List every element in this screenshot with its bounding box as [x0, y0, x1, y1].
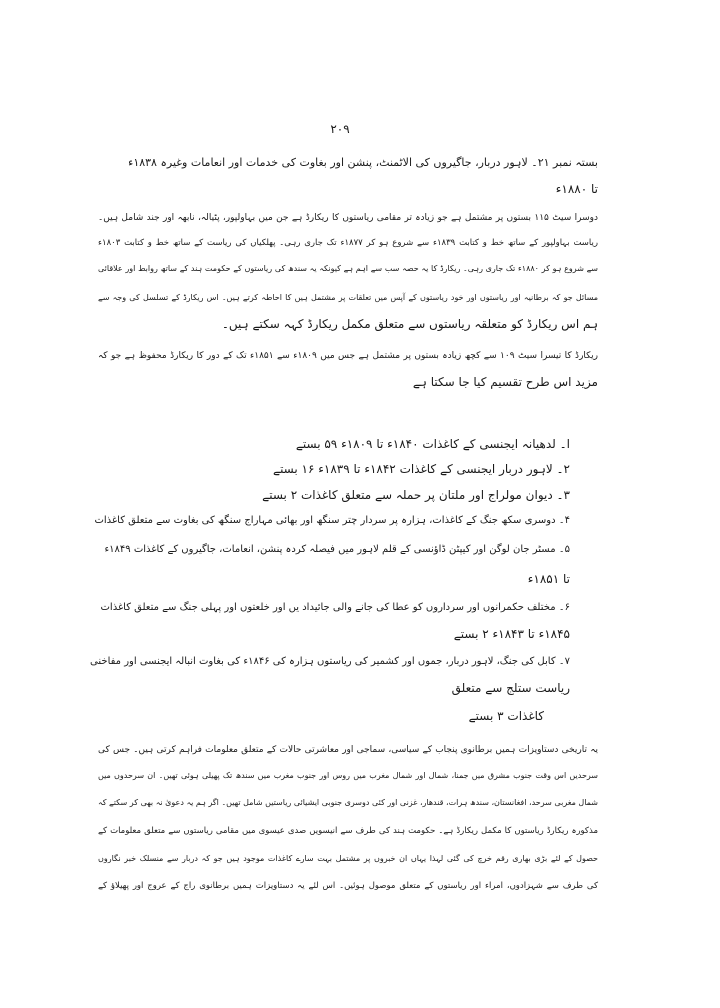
list-item-2: ۲۔ لاہور دربار ایجنسی کے کاغذات ۱۸۴۲ء تا ۱۸۳۹ء ۱۶ بستے	[273, 462, 570, 476]
para1-line-4: مسائل جو کہ برطانیہ اور ریاستوں اور خود ریاستوں کے آپس میں تعلقات پر مشتمل ہیں کا احاطہ کرتے ہیں۔ اس ریکارڈ کے تسلسل کی وجہ سے	[98, 293, 598, 302]
list-item-6-cont: ۱۸۴۵ء تا ۱۸۴۳ء ۲ بستے	[453, 627, 570, 641]
list-item-7: ۷۔ کابل کی جنگ، لاہور دربار، جموں اور کشمیر کی ریاستوں ہزارہ کی ۱۸۴۶ء کی بغاوت انبالہ ایجنسی اور مفاخنی	[90, 656, 570, 667]
para3-line-6: کی طرف سے شہزادوں، امراء اور ریاستوں کے متعلق موصول ہوئیں۔ اس لئے یہ دستاویزات ہمیں برطانوی راج کے عروج اور پھیلاؤ کے	[98, 881, 598, 891]
para1-line-2: ریاست بہاولپور کے ساتھ خط و کتابت ۱۸۳۹ء سے شروع ہو کر ۱۸۷۷ء تک جاری رہی۔ پھلکیاں کی ریاست کے ساتھ خط و کتابت ۱۸۰۳ء	[98, 238, 598, 248]
heading-line-1: بستہ نمبر ۲۱۔ لاہور دربار، جاگیروں کی الاٹمنٹ، پنشن اور بغاوت کی خدمات اور انعامات وغیرہ ۱۸۳۸ء	[128, 156, 598, 169]
para3-line-3: شمال مغربی سرحد، افغانستان، سندھ ہرات، قندھار، غزنی اور کئی دوسری جنوبی ایشیائی ریاستیں شامل تھیں۔ اگر ہم یہ دعویٰ نہ بھی کر سکتے کہ	[98, 798, 598, 807]
list-item-1: ا۔ لدھیانہ ایجنسی کے کاغذات ۱۸۴۰ء تا ۱۸۰۹ء ۵۹ بستے	[295, 437, 570, 451]
para1-line-1: دوسرا سیٹ ۱۱۵ بستوں پر مشتمل ہے جو زیادہ تر مقامی ریاستوں کا ریکارڈ ہے جن میں بہاولپور، پٹیالہ، نابھہ اور جند شامل ہیں۔	[98, 213, 598, 223]
para1-line-5: ہم اس ریکارڈ کو متعلقہ ریاستوں سے متعلق مکمل ریکارڈ کہہ سکتے ہیں۔	[221, 317, 598, 331]
list-item-4: ۴۔ دوسری سکھ جنگ کے کاغذات، ہزارہ پر سردار چتر سنگھ اور بھائی مہاراج سنگھ کی بغاوت سے متعلق کاغذات	[94, 515, 570, 526]
para3-line-1: یہ تاریخی دستاویزات ہمیں برطانوی پنجاب کے سیاسی، سماجی اور معاشرتی حالات کے متعلق معلومات فراہم کرتی ہیں۔ جس کی	[98, 745, 598, 755]
list-item-6: ۶۔ مختلف حکمرانوں اور سرداروں کو عطا کی جانے والی جائیداد یں اور خلعتوں اور پہلی جنگ سے متعلق کاغذات	[100, 602, 570, 613]
heading-line-2: تا ۱۸۸۰ء	[555, 182, 598, 196]
para2-line-1: ریکارڈ کا تیسرا سیٹ ۱۰۹ سے کچھ زیادہ بستوں پر مشتمل ہے جس میں ۱۸۰۹ء سے ۱۸۵۱ء تک کے دور کا ریکارڈ محفوظ ہے جو کہ	[98, 351, 598, 361]
list-item-3: ۳۔ دیوان مولراج اور ملتان پر حملہ سے متعلق کاغذات ۲ بستے	[262, 488, 570, 502]
list-item-5: ۵۔ مسٹر جان لوگن اور کیپٹن ڈاؤنسی کے قلم لاہور میں فیصلہ کردہ پنشن، انعامات، جاگیروں کے کاغذات ۱۸۴۹ء	[104, 544, 570, 555]
list-item-7-cont: ریاست ستلج سے متعلق	[451, 681, 570, 695]
list-item-7-cont-2: کاغذات ۳ بستے	[468, 709, 544, 723]
list-item-5-cont: تا ۱۸۵۱ء	[527, 572, 570, 586]
page-number: ۲۰۹	[330, 122, 350, 136]
para1-line-3: سے شروع ہو کر ۱۸۸۰ء تک جاری رہی۔ ریکارڈ کا یہ حصہ سب سے اہم ہے کیونکہ یہ سندھ کی ریاستوں کے حکومت ہند کے ساتھ روابط اور علاقائی	[98, 264, 598, 273]
para3-line-5: حصول کے لئے بڑی بھاری رقم خرچ کی گئی لہذا یہاں ان خبروں پر مشتمل بہت سارے کاغذات موجود ہیں جو کہ دربار سے منسلک خبر نگاروں	[98, 854, 598, 863]
para3-line-2: سرحدیں اس وقت جنوب مشرق میں جمنا، شمال اور شمال مغرب میں روس اور جنوب مغرب میں سندھ تک پھیلی ہوئی تھیں۔ ان سرحدوں میں	[98, 771, 598, 780]
para3-line-4: مذکورہ ریکارڈ ریاستوں کا مکمل ریکارڈ ہے۔ حکومت ہند کی طرف سے انیسویں صدی عیسوی میں مقامی ریاستوں سے متعلق معلومات کے	[98, 826, 598, 836]
para2-line-2: مزید اس طرح تقسیم کیا جا سکتا ہے	[412, 375, 598, 389]
